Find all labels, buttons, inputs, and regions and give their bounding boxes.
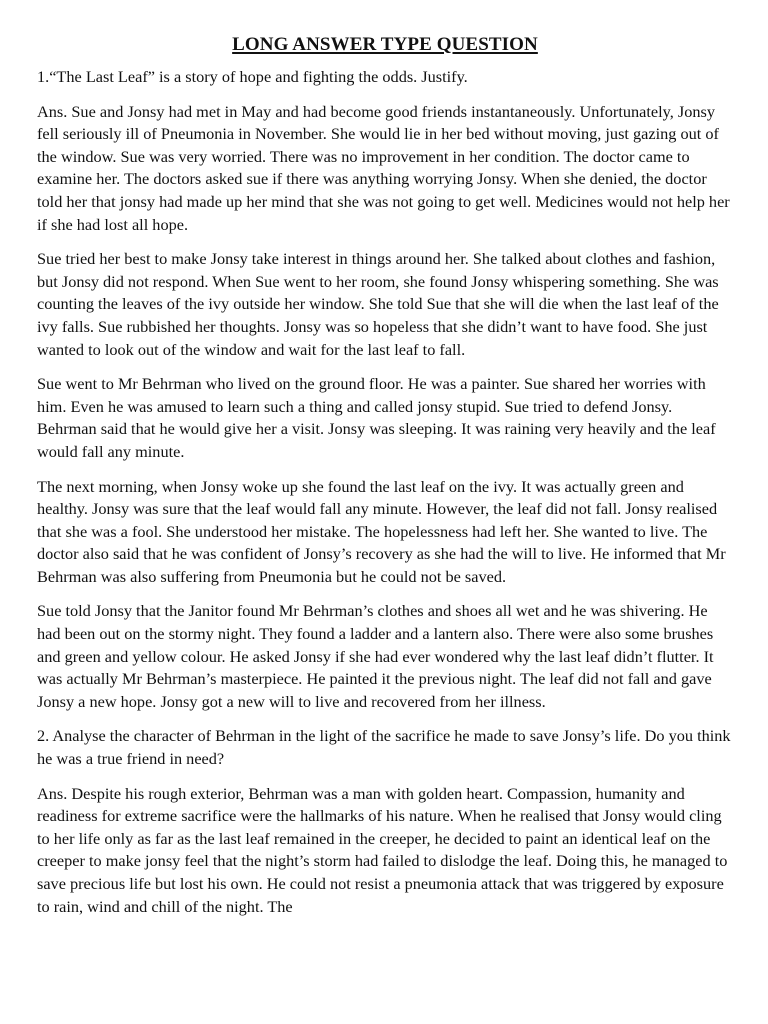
page-title: LONG ANSWER TYPE QUESTION	[232, 34, 538, 55]
answer-1-paragraph-5: Sue told Jonsy that the Janitor found Mr Behrman’s clothes and shoes all wet and he was shivering. He had been out on the stormy night. They found a ladder and a lantern also. There were also some brushes and green and yellow colour. He asked Jonsy if she had ever wondered why the last leaf didn’t flutter. It was actually Mr Behrman’s masterpiece. He painted it the previous night. The leaf did not fall and gave Jonsy a new hope. Jonsy got a new will to live and recovered from her illness.	[37, 601, 714, 711]
answer-2-paragraph-1: Ans. Despite his rough exterior, Behrman was a man with golden heart. Compassion, humanity and readiness for extreme sacrifice were the hallmarks of his nature. When he realised that Jonsy would cling to her life only as far as the last leaf remained in the creeper, he decided to paint an identical leaf on the creeper to make jonsy feel that the night’s storm had failed to dislodge the leaf. Doing this, he managed to save precious life but lost his own. He could not resist a pneumonia attack that was triggered by exposure to rain, wind and chill of the night. The	[37, 783, 728, 916]
answer-1-paragraph-3: Sue went to Mr Behrman who lived on the ground floor. He was a painter. Sue shared her worries with him. Even he was amused to learn such a thing and called jonsy stupid. Sue tried to defend Jonsy. Behrman said that he would give her a visit. Jonsy was sleeping. It was raining very heavily and the leaf would fall any minute.	[37, 374, 716, 461]
answer-1-paragraph-2: Sue tried her best to make Jonsy take interest in things around her. She talked about clothes and fashion, but Jonsy did not respond. When Sue went to her room, she found Jonsy whispering something. She was counting the leaves of the ivy outside her window. She told Sue that she will die when the last leaf of the ivy falls. Sue rubbished her thoughts. Jonsy was so hopeless that she didn’t want to have food. She just wanted to look out of the window and wait for the last leaf to fall.	[37, 249, 719, 359]
answer-1-paragraph-1: Ans. Sue and Jonsy had met in May and had become good friends instantaneously. Unfortunately, Jonsy fell seriously ill of Pneumonia in November. She would lie in her bed without moving, just gazing out of the window. Sue was very worried. There was no improvement in her condition. The doctor came to examine her. The doctors asked sue if there was anything worrying Jonsy. When she denied, the doctor told her that jonsy had made up her mind that she was not going to get well. Medicines would not help her if she had lost all hope.	[37, 101, 730, 234]
answer-1-paragraph-4: The next morning, when Jonsy woke up she found the last leaf on the ivy. It was actually green and healthy. Jonsy was sure that the leaf would fall any minute. However, the leaf did not fall. Jonsy realised that she was a fool. She understood her mistake. The hopelessness had left her. She wanted to live. The doctor also said that he was confident of Jonsy’s recovery as she had the will to live. He informed that Mr Behrman was also suffering from Pneumonia but he could not be saved.	[37, 476, 726, 586]
question-1: 1.“The Last Leaf” is a story of hope and fighting the odds. Justify.	[37, 67, 468, 86]
question-2: 2. Analyse the character of Behrman in the light of the sacrifice he made to save Jonsy’s life. Do you think he was a true friend in need?	[37, 726, 731, 769]
document-page	[37, 33, 733, 930]
